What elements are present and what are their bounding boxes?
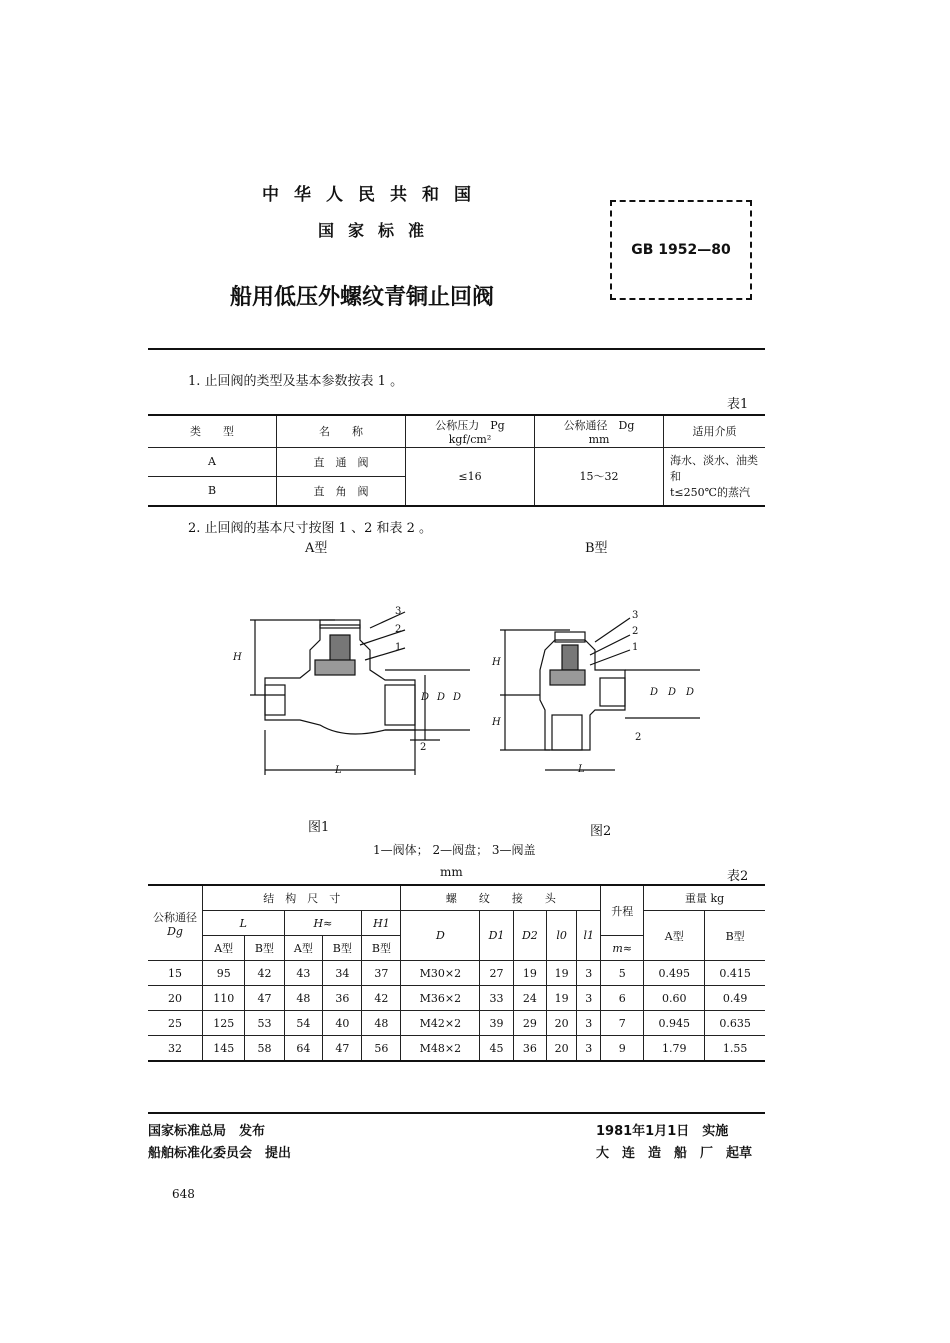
footer-proposed-by: 船舶标准化委员会 提出 bbox=[148, 1146, 292, 1161]
type-a-label: A型 bbox=[305, 541, 328, 556]
table-cell: 45 bbox=[480, 1036, 513, 1062]
table-cell: 0.49 bbox=[705, 986, 765, 1011]
table-cell: 9 bbox=[601, 1036, 644, 1062]
t2-header-H-b: B型 bbox=[323, 936, 362, 961]
table-cell: 19 bbox=[547, 986, 577, 1011]
table-cell: M48×2 bbox=[401, 1036, 480, 1062]
table-cell: 3 bbox=[577, 986, 601, 1011]
table-cell: 40 bbox=[323, 1011, 362, 1036]
footer-issued-by: 国家标准总局 发布 bbox=[148, 1124, 266, 1139]
svg-text:1: 1 bbox=[632, 642, 639, 653]
t1-header-pressure: 公称压力 Pg kgf/cm² bbox=[406, 415, 535, 447]
table-cell: 58 bbox=[245, 1036, 284, 1062]
svg-text:H: H bbox=[492, 657, 501, 668]
svg-text:2: 2 bbox=[420, 742, 427, 753]
t2-header-weight: 重量 kg bbox=[644, 885, 765, 911]
table-cell: 36 bbox=[513, 1036, 546, 1062]
svg-text:3: 3 bbox=[395, 606, 402, 617]
t2-header-dg: 公称通径 Dg bbox=[148, 885, 203, 961]
header-rule bbox=[148, 348, 765, 350]
t2-header-l0: l0 bbox=[547, 911, 577, 961]
page-number: 648 bbox=[172, 1187, 195, 1201]
t2-header-weight-a: A型 bbox=[644, 911, 705, 961]
table-cell: 48 bbox=[362, 1011, 401, 1036]
table-cell: 29 bbox=[513, 1011, 546, 1036]
table-row bbox=[148, 961, 765, 986]
footer-rule bbox=[148, 1112, 765, 1114]
svg-text:D: D bbox=[437, 692, 446, 703]
table-cell: 27 bbox=[480, 961, 513, 986]
table-cell: M36×2 bbox=[401, 986, 480, 1011]
t2-header-D: D bbox=[401, 911, 480, 961]
t2-header-D1: D1 bbox=[480, 911, 513, 961]
table-cell: 0.415 bbox=[705, 961, 765, 986]
t1-diameter: 15～32 bbox=[535, 447, 664, 506]
t1-header-medium: 适用介质 bbox=[664, 415, 766, 447]
document-title: 船用低压外螺纹青铜止回阀 bbox=[230, 285, 495, 310]
table-cell: 3 bbox=[577, 1036, 601, 1062]
svg-text:D: D bbox=[421, 692, 430, 703]
table-cell: 5 bbox=[601, 961, 644, 986]
table1-caption: 表1 bbox=[727, 397, 749, 412]
figure2-drawing bbox=[490, 600, 710, 780]
table-cell: 36 bbox=[323, 986, 362, 1011]
figure2-caption: 图2 bbox=[590, 824, 612, 839]
table-cell: 64 bbox=[284, 1036, 323, 1062]
table-cell: 39 bbox=[480, 1011, 513, 1036]
table-cell: 20 bbox=[148, 986, 203, 1011]
table2-caption: 表2 bbox=[727, 869, 749, 884]
table2 bbox=[148, 884, 765, 1062]
t1-header-name: 名 称 bbox=[277, 415, 406, 447]
table-cell: 47 bbox=[323, 1036, 362, 1062]
svg-text:2: 2 bbox=[395, 624, 402, 635]
type-b-label: B型 bbox=[585, 541, 608, 556]
table-cell: 0.60 bbox=[644, 986, 705, 1011]
section2-text: 2. 止回阀的基本尺寸按图 1 、2 和表 2 。 bbox=[188, 521, 433, 536]
table-cell: 43 bbox=[284, 961, 323, 986]
svg-text:L: L bbox=[578, 764, 585, 775]
svg-text:1: 1 bbox=[395, 642, 402, 653]
t2-header-H: H≈ bbox=[284, 911, 362, 936]
table-cell: 42 bbox=[245, 961, 284, 986]
svg-text:H: H bbox=[233, 652, 242, 663]
table-cell: 110 bbox=[203, 986, 245, 1011]
table-cell: 42 bbox=[362, 986, 401, 1011]
svg-text:L: L bbox=[335, 765, 342, 776]
table2-unit: mm bbox=[440, 865, 463, 879]
table-cell: 145 bbox=[203, 1036, 245, 1062]
table-cell: 95 bbox=[203, 961, 245, 986]
figure-legend: 1—阀体； 2—阀盘； 3—阀盖 bbox=[373, 843, 536, 857]
table-cell: 24 bbox=[513, 986, 546, 1011]
table-row bbox=[148, 986, 765, 1011]
figure1-drawing bbox=[225, 600, 475, 780]
t1-name-b: 直 角 阀 bbox=[277, 476, 406, 506]
table-cell: 0.495 bbox=[644, 961, 705, 986]
svg-text:D: D bbox=[453, 692, 462, 703]
svg-text:2: 2 bbox=[635, 732, 642, 743]
table-cell: 125 bbox=[203, 1011, 245, 1036]
t2-header-struct: 结 构 尺 寸 bbox=[203, 885, 401, 911]
standard-type-heading: 国家标准 bbox=[318, 221, 439, 240]
table-cell: 1.55 bbox=[705, 1036, 765, 1062]
footer-effective-date: 1981年1月1日 实施 bbox=[596, 1124, 729, 1139]
svg-text:D: D bbox=[668, 687, 677, 698]
t2-header-thread: 螺 纹 接 头 bbox=[401, 885, 601, 911]
t2-header-weight-b: B型 bbox=[705, 911, 765, 961]
svg-text:H: H bbox=[492, 717, 501, 728]
t2-header-H-a: A型 bbox=[284, 936, 323, 961]
table-cell: 47 bbox=[245, 986, 284, 1011]
svg-text:3: 3 bbox=[632, 610, 639, 621]
t2-header-H1: H1 bbox=[362, 911, 401, 936]
table-cell: 48 bbox=[284, 986, 323, 1011]
table-cell: 0.635 bbox=[705, 1011, 765, 1036]
table-cell: 3 bbox=[577, 1011, 601, 1036]
table-cell: 33 bbox=[480, 986, 513, 1011]
table-cell: 34 bbox=[323, 961, 362, 986]
figure1-caption: 图1 bbox=[308, 820, 330, 835]
svg-text:2: 2 bbox=[632, 626, 639, 637]
t2-header-D2: D2 bbox=[513, 911, 546, 961]
t1-medium: 海水、淡水、油类和 t≤250℃的蒸汽 bbox=[664, 447, 766, 506]
table-cell: 20 bbox=[547, 1011, 577, 1036]
table-cell: 56 bbox=[362, 1036, 401, 1062]
table-cell: 3 bbox=[577, 961, 601, 986]
t1-type-a: A bbox=[148, 447, 277, 476]
footer-drafted-by: 大 连 造 船 厂 起草 bbox=[596, 1146, 753, 1161]
table-cell: 19 bbox=[513, 961, 546, 986]
country-heading: 中华人民共和国 bbox=[262, 185, 486, 205]
table-cell: 1.79 bbox=[644, 1036, 705, 1062]
table1 bbox=[148, 414, 765, 507]
svg-text:D: D bbox=[686, 687, 695, 698]
table-cell: 0.945 bbox=[644, 1011, 705, 1036]
t2-header-L-b: B型 bbox=[245, 936, 284, 961]
t1-header-type: 类 型 bbox=[148, 415, 277, 447]
table-cell: 20 bbox=[547, 1036, 577, 1062]
table-cell: 32 bbox=[148, 1036, 203, 1062]
t1-type-b: B bbox=[148, 476, 277, 506]
section1-text: 1. 止回阀的类型及基本参数按表 1 。 bbox=[188, 374, 404, 389]
table-cell: 7 bbox=[601, 1011, 644, 1036]
t1-name-a: 直 通 阀 bbox=[277, 447, 406, 476]
table-cell: 54 bbox=[284, 1011, 323, 1036]
table-row bbox=[148, 1011, 765, 1036]
table-cell: 19 bbox=[547, 961, 577, 986]
table-cell: M42×2 bbox=[401, 1011, 480, 1036]
table-cell: 6 bbox=[601, 986, 644, 1011]
table-cell: 15 bbox=[148, 961, 203, 986]
t2-header-L: L bbox=[203, 911, 285, 936]
t2-header-L-a: A型 bbox=[203, 936, 245, 961]
table-cell: 53 bbox=[245, 1011, 284, 1036]
t1-pressure: ≤16 bbox=[406, 447, 535, 506]
t2-header-lift: 升程 bbox=[601, 885, 644, 936]
t1-header-diameter: 公称通径 Dg mm bbox=[535, 415, 664, 447]
t2-header-m: m≈ bbox=[601, 936, 644, 961]
t2-header-H1-b: B型 bbox=[362, 936, 401, 961]
standard-code: GB 1952—80 bbox=[631, 242, 731, 258]
table-cell: 37 bbox=[362, 961, 401, 986]
t2-header-l1: l1 bbox=[577, 911, 601, 961]
svg-text:D: D bbox=[650, 687, 659, 698]
table-cell: M30×2 bbox=[401, 961, 480, 986]
table-row bbox=[148, 1036, 765, 1062]
table-cell: 25 bbox=[148, 1011, 203, 1036]
